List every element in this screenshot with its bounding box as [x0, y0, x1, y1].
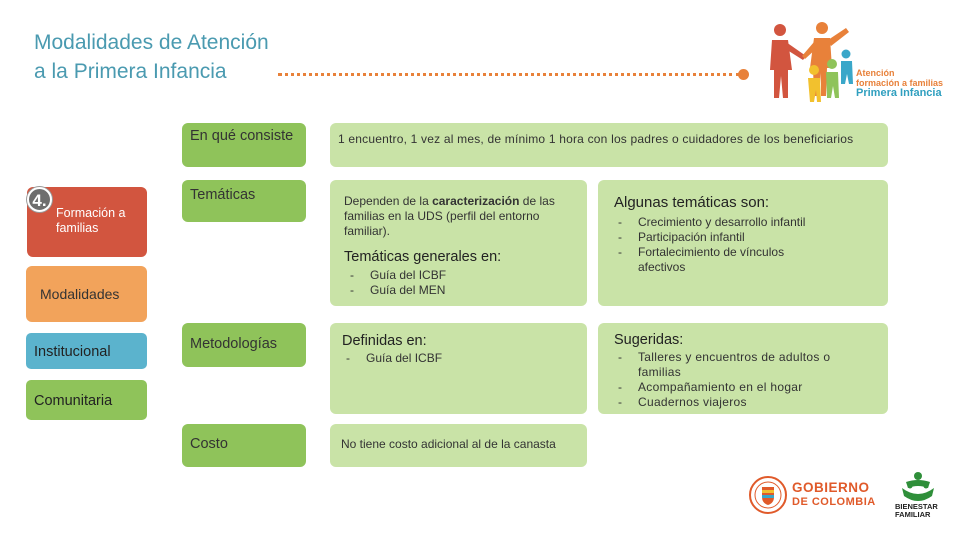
tematicas-depends-post: de las familias en la UDS (perfil del entorno familiar). [344, 194, 555, 238]
logo-wordmark [856, 68, 943, 98]
step-number-badge: 4. [27, 187, 52, 212]
logo-line-1: Atención [856, 68, 895, 78]
comunitaria-card [26, 380, 147, 420]
family-logo-icon [766, 18, 942, 114]
algunas-tematicas-content [598, 180, 888, 306]
bienestar-line-2: FAMILIAR [895, 510, 931, 519]
tematicas-depends-bold: caracterización [432, 194, 520, 208]
modalidades-card [26, 266, 147, 322]
page-title-line-2: a la Primera Infancia [34, 60, 227, 83]
definidas-title: Definidas en: [342, 333, 427, 349]
gobierno-de-colombia-wordmark [792, 480, 876, 510]
list-item: - Acompañamiento en el hogar [614, 380, 834, 395]
institucional-label: Institucional [34, 344, 111, 360]
page-title-line-1: Modalidades de Atención [34, 31, 269, 54]
tematicas-depends-pre: Dependen de la [344, 194, 433, 208]
list-item: - Participación infantil [614, 230, 824, 245]
label-costo-text: Costo [190, 436, 228, 452]
list-item: - Cuadernos viajeros [614, 395, 834, 410]
label-en-que-consiste [182, 123, 306, 167]
sugeridas-content [598, 323, 888, 414]
bienestar-line-1: BIENESTAR [895, 502, 938, 511]
gobierno-line-1: GOBIERNO [792, 480, 870, 495]
label-tematicas [182, 180, 306, 222]
logo-line-2: formación a familias [856, 78, 944, 88]
sugeridas-list [614, 350, 834, 410]
en-que-consiste-content [330, 123, 888, 167]
costo-content [330, 424, 587, 467]
colombia-shield-icon [748, 475, 788, 515]
list-item: - Fortalecimiento de vínculos afectivos [614, 245, 824, 275]
definidas-content [330, 323, 587, 414]
sugeridas-title: Sugeridas: [614, 332, 684, 348]
algunas-tematicas-title: Algunas temáticas son: [614, 194, 770, 211]
gobierno-line-2: DE COLOMBIA [792, 496, 876, 508]
list-item: - Guía del ICBF [342, 351, 577, 366]
title-dotted-divider [278, 73, 740, 76]
page-title [34, 28, 334, 86]
tematicas-generales-title: Temáticas generales en: [344, 249, 502, 265]
tematicas-depends-text [344, 194, 564, 239]
label-metodologias-text: Metodologías [190, 336, 278, 352]
en-que-consiste-text: 1 encuentro, 1 vez al mes, de mínimo 1 hora con los padres o cuidadores de los beneficiarios [338, 132, 854, 146]
comunitaria-label: Comunitaria [34, 393, 113, 409]
tematicas-generales-list [346, 268, 577, 298]
costo-text: No tiene costo adicional al de la canasta [341, 437, 556, 451]
label-metodologias [182, 323, 306, 367]
tematicas-content [330, 180, 587, 306]
label-en-que-consiste-text: En qué consiste [190, 128, 294, 144]
list-item: - Crecimiento y desarrollo infantil [614, 215, 824, 230]
label-costo [182, 424, 306, 467]
logo-line-3: Primera Infancia [856, 87, 942, 99]
list-item: - Talleres y encuentros de adultos o familias [614, 350, 834, 380]
label-tematicas-text: Temáticas [190, 187, 256, 203]
list-item: - Guía del ICBF [346, 268, 577, 283]
definidas-list [342, 351, 577, 366]
list-item: - Guía del MEN [346, 283, 577, 298]
title-divider-end-dot [738, 69, 749, 80]
institucional-card [26, 333, 147, 369]
bienestar-familiar-wordmark [895, 503, 938, 519]
algunas-tematicas-list [614, 215, 824, 275]
formacion-familias-label: Formación a familias [56, 206, 126, 235]
modalidades-label: Modalidades [40, 286, 120, 302]
